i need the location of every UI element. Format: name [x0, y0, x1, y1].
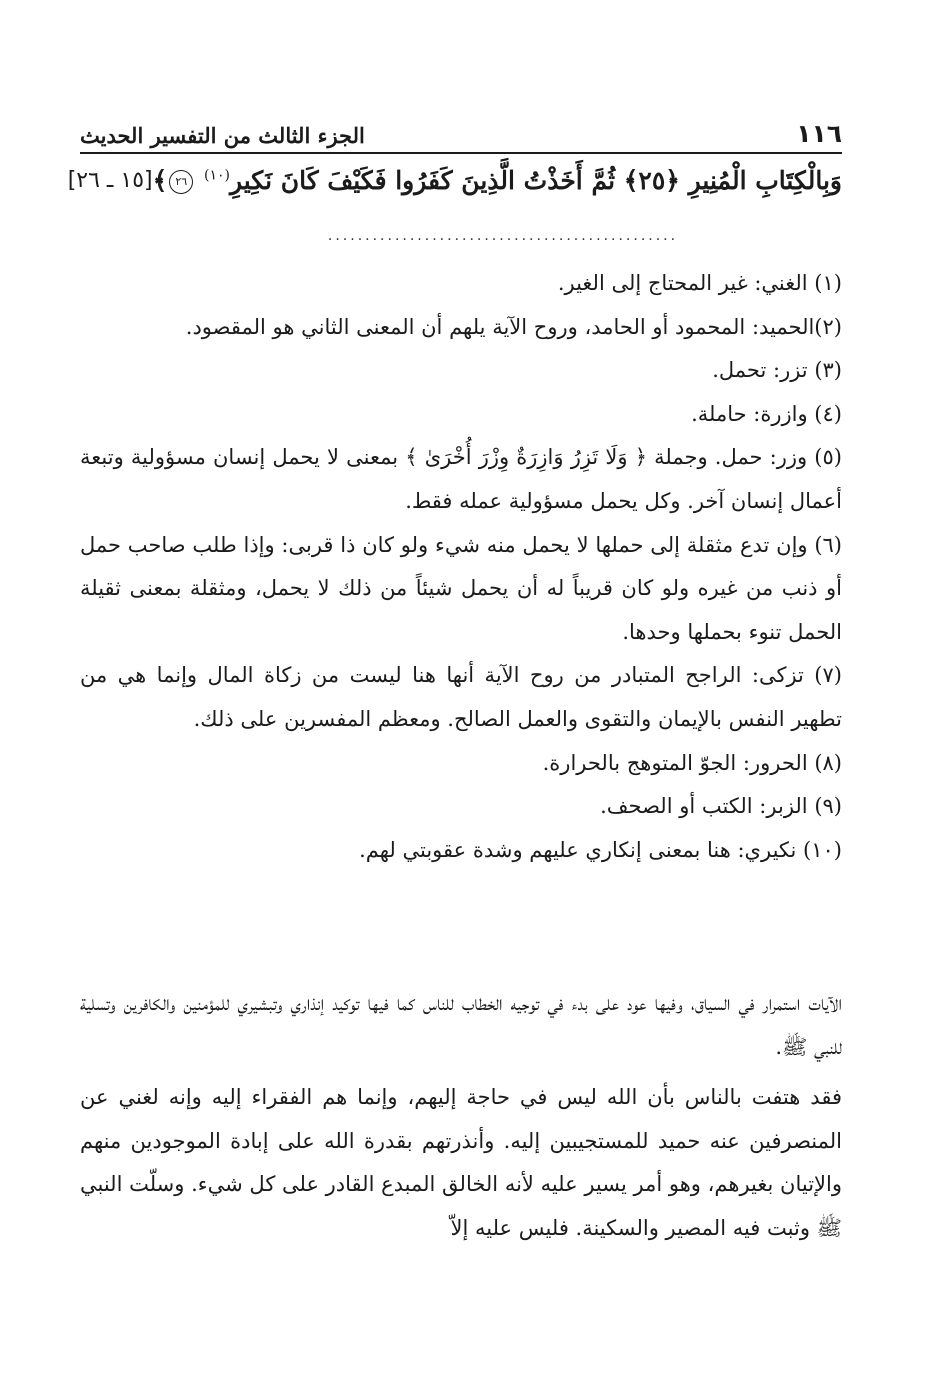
page-header	[80, 112, 842, 148]
verse-words: وَبِالْكِتَابِ الْمُنِيرِ ﴿٢٥﴾ ثُمَّ أَخَذْتُ الَّذِينَ كَفَرُوا فَكَيْفَ كَانَ نَكِيرِ	[229, 165, 842, 195]
commentary-text-2: فقد هتفت بالناس بأن الله ليس في حاجة إليهم، وإنما هم الفقراء إليه وإنه لغني عن المنصرفين عنه حميد للمستجيبين إليه. وأنذرتهم بقدرة الله على إبادة الموجودين منهم والإتيان بغيرهم، وهو أمر يسير عليه لأنه الخالق المبدع القادر على كل شيء. وسلّت النبي ﷺ وثبت فيه المصير والسكينة. فليس عليه إلاّ	[80, 1085, 842, 1240]
dotted-separator: ...............................................	[327, 228, 679, 244]
commentary-paragraph-2	[80, 1076, 842, 1250]
footnote-6: (٦) وإن تدع مثقلة إلى حملها لا يحمل منه شيء ولو كان ذا قربى: وإذا طلب صاحب حمل أو ذنب من غيره ولو كان قريباً له أن يحمل شيئاً من ذلك لا يحمل، ومثقلة بمعنى ثقيلة الحمل تنوء بحملها وحدها.	[80, 532, 842, 644]
footnote-8: (٨) الحرور: الجوّ المتوهج بالحرارة.	[542, 750, 842, 775]
footnote-10: (١٠) نكيري: هنا بمعنى إنكاري عليهم وشدة عقوبتي لهم.	[359, 837, 842, 862]
footnote-3: (٣) تزر: تحمل.	[712, 358, 842, 383]
commentary-text-1: الآيات استمرار في السياق، وفيها عود على بدء في توجيه الخطاب للناس كما فيها توكيد إنذاري وتبشيري للمؤمنين والكافرين وتسلية للنبي ﷺ.	[80, 991, 842, 1059]
quran-verse-line	[67, 160, 842, 200]
footnote-9: (٩) الزبر: الكتب أو الصحف.	[600, 794, 842, 819]
header-rule	[80, 152, 842, 154]
ayah-number-marker: ٢٦	[169, 170, 193, 194]
verse-reference: [١٥ ـ ٢٦]	[67, 167, 153, 193]
page-number: ١١٦	[796, 119, 842, 148]
running-title: الجزء الثالث من التفسير الحديث	[80, 123, 365, 148]
footnote-4: (٤) وازرة: حاملة.	[691, 401, 842, 426]
footnote-2: (٢)الحميد: المحمود أو الحامد، وروح الآية يلهم أن المعنى الثاني هو المقصود.	[185, 314, 842, 339]
commentary-paragraph-1	[80, 982, 842, 1069]
footnote-7: (٧) تزكى: الراجح المتبادر من روح الآية أنها هنا ليست من زكاة المال وإنما هي من تطهير النفس بالإيمان والتقوى والعمل الصالح. ومعظم المفسرين على ذلك.	[80, 663, 842, 731]
footnote-1: (١) الغني: غير المحتاج إلى الغير.	[557, 271, 842, 295]
verse-text	[153, 166, 842, 195]
verse-footnote-mark: (١٠)	[203, 167, 230, 184]
footnote-5: (٥) وزر: حمل. وجملة ﴿ وَلَا تَزِرُ وَازِرَةٌ وِزْرَ أُخْرَىٰ ﴾ بمعنى لا يحمل إنسان مسؤولية وتبعة أعمال إنسان آخر. وكل يحمل مسؤولية عمله فقط.	[80, 445, 842, 513]
verse-closing-bracket: ﴾	[152, 165, 168, 195]
footnotes	[80, 262, 842, 872]
